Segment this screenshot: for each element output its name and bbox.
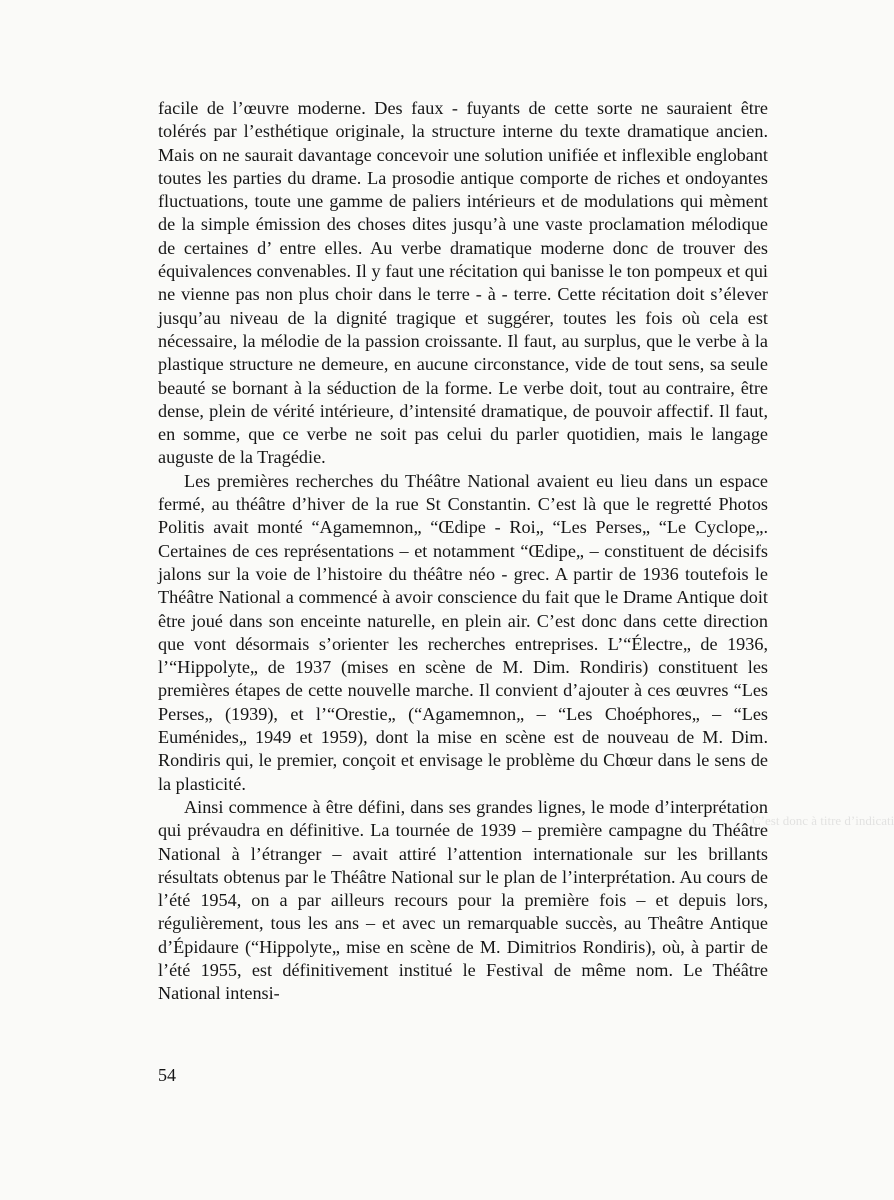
- page-number: 54: [158, 1065, 176, 1085]
- page-body: [158, 97, 768, 1006]
- paragraph-2: Les premières recherches du Théâtre National avaient eu lieu dans un espace fermé, au théâtre d’hiver de la rue St Constantin. C’est là que le regretté Photos Politis avait monté “Agamemnon„ “Œdipe - Roi„ “Les Perses„ “Le Cyclope„. Certaines de ces représentations – et notamment “Œdipe„ – constituent de décisifs jalons sur la voie de l’histoire du théâtre néo - grec. A partir de 1936 toutefois le Théâtre National a commencé à avoir conscience du fait que le Drame Antique doit être joué dans son enceinte naturelle, en plein air. C’est donc dans cette direction que vont désormais s’orienter les recherches entreprises. L’“Électre„ de 1936, l’“Hippolyte„ de 1937 (mises en scène de M. Dim. Rondiris) constituent les premières étapes de cette nouvelle marche. Il convient d’ajouter à ces œuvres “Les Perses„ (1939), et l’“Orestie„ (“Agamemnon„ – “Les Choéphores„ – “Les Euménides„ 1949 et 1959), dont la mise en scène est de nouveau de M. Dim. Rondiris qui, le premier, conçoit et envisage le problème du Chœur dans le sens de la plasticité.: [158, 470, 768, 794]
- paragraph-1: facile de l’œuvre moderne. Des faux - fuyants de cette sorte ne sauraient être tolérés par l’esthétique originale, la structure interne du texte dramatique ancien. Mais on ne saurait davantage concevoir une solution unifiée et inflexible englobant toutes les parties du drame. La prosodie antique comporte de riches et ondoyantes fluctuations, toute une gamme de paliers intérieurs et de modulations qui mèment de la simple émission des choses dites jusqu’à une vaste proclamation mélodique de certaines d’ entre elles. Au verbe dramatique moderne donc de trouver des équivalences convenables. Il y faut une récitation qui banisse le ton pompeux et qui ne vienne pas non plus choir dans le terre - à - terre. Cette récitation doit s’élever jusqu’au niveau de la dignité tragique et suggérer, toutes les fois où cela est nécessaire, la mélodie de la passion croissante. Il faut, au surplus, que le verbe à la plastique structure ne demeure, en aucune circonstance, vide de tout sens, sa seule beauté se bornant à la séduction de la forme. Le verbe doit, tout au contraire, être dense, plein de vérité intérieure, d’intensité dramatique, de pouvoir affectif. Il faut, en somme, que ce verbe ne soit pas celui du parler quotidien, mais le langage auguste de la Tragédie.: [158, 98, 768, 468]
- document-text: [158, 97, 768, 1006]
- paragraph-3: Ainsi commence à être défini, dans ses grandes lignes, le mode d’interprétation qui prévaudra en définitive. La tournée de 1939 – première campagne du Théâtre National à l’étranger – avait attiré l’attention internationale sur les brillants résultats obtenus par le Théâtre National sur le plan de l’interprétation. Au cours de l’été 1954, on a par ailleurs recours pour la première fois – et depuis lors, régulièrement, tous les ans – et avec un remarquable succès, au Theâtre Antique d’Épidaure (“Hippolyte„ mise en scène de M. Dimitrios Rondiris), où, à partir de l’été 1955, est définitivement institué le Festival de même nom. Le Théâtre National intensi-: [158, 796, 768, 1004]
- show-through-text: C’est donc à titre d’indicati: [752, 813, 894, 828]
